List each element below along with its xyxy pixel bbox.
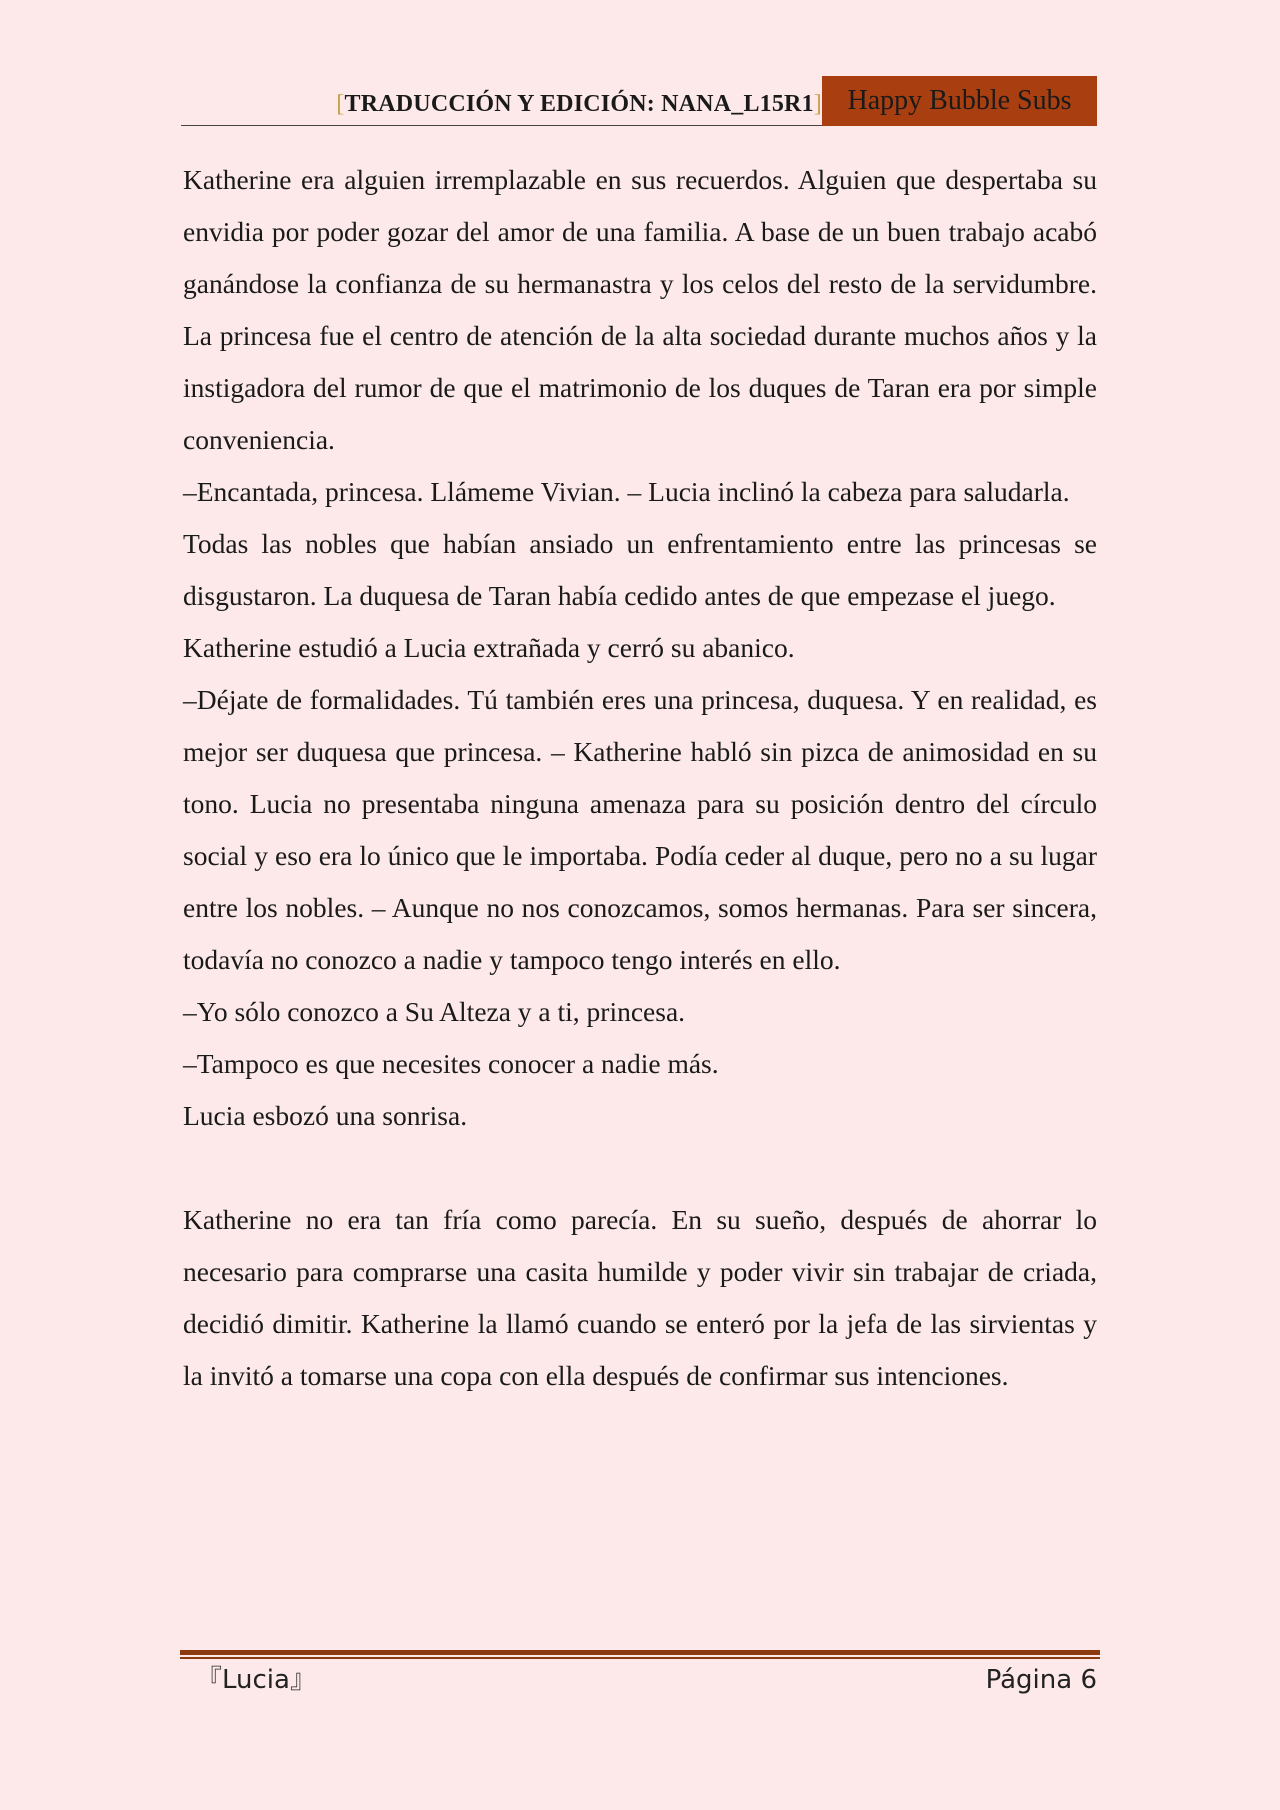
header-close-bracket: ] — [813, 91, 822, 117]
header-title — [336, 91, 822, 118]
paragraph: –Déjate de formalidades. Tú también eres una princesa, duquesa. Y en realidad, es mejor ser duquesa que princesa. – Katherine habló sin pizca de animosidad en su tono. Lucia no presentaba ninguna amenaza para su posición dentro del círculo social y eso era lo único que le importaba. Podía ceder al duque, pero no a su lugar entre los nobles. – Aunque no nos conozcamos, somos hermanas. Para ser sincera, todavía no conozco a nadie y tampoco tengo interés en ello. — [183, 684, 1097, 975]
header-rule — [181, 125, 822, 126]
header-badge: Happy Bubble Subs — [822, 76, 1097, 126]
header-title-text: TRADUCCIÓN Y EDICIÓN: NANA_L15R1 — [344, 91, 814, 117]
paragraph: –Tampoco es que necesites conocer a nadie más. — [183, 1048, 719, 1079]
paragraph: Todas las nobles que habían ansiado un enfrentamiento entre las princesas se disgustaron. La duquesa de Taran había cedido antes de que empezase el juego. — [183, 528, 1097, 611]
paragraph: Katherine era alguien irremplazable en sus recuerdos. Alguien que despertaba su envidia por poder gozar del amor de una familia. A base de un buen trabajo acabó ganándose la confianza de su hermanastra y los celos del resto de la servidumbre. La princesa fue el centro de atención de la alta sociedad durante muchos años y la instigadora del rumor de que el matrimonio de los duques de Taran era por simple conveniencia. — [183, 164, 1097, 455]
footer-rule — [180, 1650, 1100, 1655]
page-body — [183, 154, 1097, 1402]
paragraph: –Encantada, princesa. Llámeme Vivian. – Lucia inclinó la cabeza para saludarla. — [183, 476, 1070, 507]
paragraph: Lucia esbozó una sonrisa. — [183, 1100, 468, 1131]
footer-book-title: 『Lucia』 — [196, 1665, 316, 1695]
footer-page-number: Página 6 — [985, 1665, 1097, 1695]
footer-rule-thin — [180, 1657, 1100, 1659]
paragraph: Katherine estudió a Lucia extrañada y cerró su abanico. — [183, 632, 795, 663]
header-open-bracket: [ — [336, 91, 345, 117]
page-header — [181, 76, 1097, 126]
paragraph: –Yo sólo conozco a Su Alteza y a ti, princesa. — [183, 996, 686, 1027]
paragraph: Katherine no era tan fría como parecía. En su sueño, después de ahorrar lo necesario para comprarse una casita humilde y poder vivir sin trabajar de criada, decidió dimitir. Katherine la llamó cuando se enteró por la jefa de las sirvientas y la invitó a tomarse una copa con ella después de confirmar sus intenciones. — [183, 1204, 1097, 1391]
